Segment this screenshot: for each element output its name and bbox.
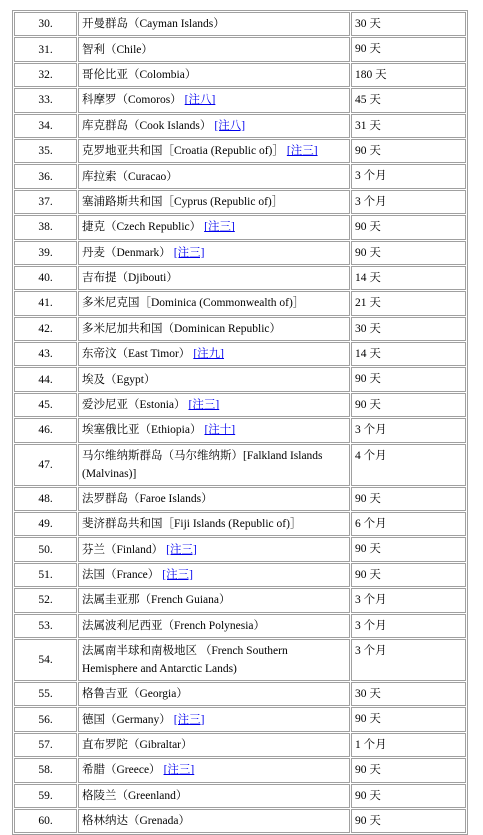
table-row — [14, 707, 466, 731]
country-cell — [78, 809, 350, 833]
country-cell — [78, 215, 350, 239]
table-row — [14, 418, 466, 442]
table-row — [14, 444, 466, 486]
table-row — [14, 63, 466, 87]
stay-duration: 90 天 — [351, 37, 466, 61]
table-row — [14, 37, 466, 61]
table-row — [14, 758, 466, 782]
country-name: 东帝汶（East Timor） — [82, 348, 191, 361]
row-number: 30. — [14, 12, 77, 36]
row-number: 31. — [14, 37, 77, 61]
row-number: 40. — [14, 266, 77, 290]
country-name: 丹麦（Denmark） — [82, 246, 171, 259]
country-cell — [78, 588, 350, 612]
stay-duration: 90 天 — [351, 537, 466, 561]
stay-duration: 14 天 — [351, 342, 466, 366]
country-cell — [78, 367, 350, 391]
footnote-link[interactable]: [注十] — [204, 424, 236, 437]
country-cell — [78, 393, 350, 417]
stay-duration: 90 天 — [351, 215, 466, 239]
country-name: 克罗地亚共和国［Croatia (Republic of)］ — [82, 145, 284, 158]
country-name: 吉布提（Djibouti） — [82, 272, 178, 285]
stay-duration: 90 天 — [351, 563, 466, 587]
row-number: 45. — [14, 393, 77, 417]
stay-duration: 90 天 — [351, 487, 466, 511]
country-name: 格林纳达（Grenada） — [82, 815, 190, 828]
footnote-link[interactable]: [注三] — [173, 246, 205, 259]
row-number: 34. — [14, 114, 77, 138]
row-number: 43. — [14, 342, 77, 366]
stay-duration: 1 个月 — [351, 733, 466, 757]
country-name: 智利（Chile） — [82, 43, 153, 56]
country-name: 法罗群岛（Faroe Islands） — [82, 492, 213, 505]
row-number: 53. — [14, 614, 77, 638]
table-row — [14, 241, 466, 265]
stay-duration: 3 个月 — [351, 190, 466, 214]
country-cell — [78, 758, 350, 782]
row-number: 47. — [14, 444, 77, 486]
row-number: 36. — [14, 164, 77, 188]
country-name: 塞浦路斯共和国［Cyprus (Republic of)］ — [82, 195, 284, 208]
country-name: 法属圭亚那（French Guiana） — [82, 594, 231, 607]
country-name: 格鲁吉亚（Georgia） — [82, 688, 188, 701]
row-number: 50. — [14, 537, 77, 561]
country-name: 芬兰（Finland） — [82, 543, 164, 556]
country-cell — [78, 114, 350, 138]
country-name: 多米尼克国［Dominica (Commonwealth of)］ — [82, 297, 305, 310]
table-row — [14, 266, 466, 290]
country-cell — [78, 139, 350, 163]
footnote-link[interactable]: [注三] — [286, 145, 318, 158]
country-name: 爱沙尼亚（Estonia） — [82, 399, 186, 412]
row-number: 46. — [14, 418, 77, 442]
country-cell — [78, 784, 350, 808]
country-cell — [78, 444, 350, 486]
visa-free-table — [12, 10, 468, 835]
row-number: 39. — [14, 241, 77, 265]
country-name: 马尔维纳斯群岛（马尔维纳斯）[Falkland Islands (Malvinas)] — [82, 449, 323, 480]
table-row — [14, 393, 466, 417]
stay-duration: 90 天 — [351, 139, 466, 163]
table-row — [14, 88, 466, 112]
stay-duration: 21 天 — [351, 291, 466, 315]
row-number: 44. — [14, 367, 77, 391]
country-cell — [78, 164, 350, 188]
country-name: 多米尼加共和国（Dominican Republic） — [82, 322, 281, 335]
table-row — [14, 367, 466, 391]
stay-duration: 90 天 — [351, 784, 466, 808]
country-name: 库克群岛（Cook Islands） — [82, 119, 212, 132]
footnote-link[interactable]: [注三] — [166, 543, 197, 556]
country-cell — [78, 63, 350, 87]
row-number: 57. — [14, 733, 77, 757]
row-number: 56. — [14, 707, 77, 731]
footnote-link[interactable]: [注八] — [184, 94, 216, 107]
table-row — [14, 139, 466, 163]
table-row — [14, 487, 466, 511]
row-number: 35. — [14, 139, 77, 163]
country-cell — [78, 707, 350, 731]
country-cell — [78, 190, 350, 214]
country-name: 格陵兰（Greenland） — [82, 789, 188, 802]
stay-duration: 30 天 — [351, 12, 466, 36]
table-row — [14, 614, 466, 638]
country-cell — [78, 614, 350, 638]
country-cell — [78, 537, 350, 561]
country-cell — [78, 317, 350, 341]
row-number: 32. — [14, 63, 77, 87]
row-number: 41. — [14, 291, 77, 315]
stay-duration: 3 个月 — [351, 639, 466, 681]
row-number: 48. — [14, 487, 77, 511]
footnote-link[interactable]: [注三] — [162, 569, 193, 581]
country-cell — [78, 88, 350, 112]
footnote-link[interactable]: [注九] — [193, 348, 224, 361]
stay-duration: 31 天 — [351, 114, 466, 138]
row-number: 37. — [14, 190, 77, 214]
country-name: 埃塞俄比亚（Ethiopia） — [82, 424, 202, 437]
footnote-link[interactable]: [注三] — [163, 764, 195, 777]
table-row — [14, 563, 466, 587]
country-name: 开曼群岛（Cayman Islands） — [82, 18, 225, 31]
row-number: 55. — [14, 682, 77, 706]
country-name: 法属波利尼西亚（French Polynesia） — [82, 619, 266, 632]
country-cell — [78, 37, 350, 61]
country-name: 捷克（Czech Republic） — [82, 221, 202, 234]
table-row — [14, 114, 466, 138]
table-row — [14, 537, 466, 561]
country-cell — [78, 291, 350, 315]
country-cell — [78, 512, 350, 536]
country-cell — [78, 241, 350, 265]
stay-duration: 3 个月 — [351, 588, 466, 612]
row-number: 58. — [14, 758, 77, 782]
table-row — [14, 588, 466, 612]
stay-duration: 30 天 — [351, 317, 466, 341]
country-cell — [78, 639, 350, 681]
country-name: 法属南半球和南极地区 （French Southern Hemisphere and Antarctic Lands) — [82, 644, 288, 675]
stay-duration: 30 天 — [351, 682, 466, 706]
country-cell — [78, 682, 350, 706]
country-cell — [78, 563, 350, 587]
stay-duration: 90 天 — [351, 393, 466, 417]
row-number: 60. — [14, 809, 77, 833]
country-name: 希腊（Greece） — [82, 764, 161, 777]
country-name: 德国（Germany） — [82, 713, 171, 726]
table-row — [14, 164, 466, 188]
stay-duration: 3 个月 — [351, 614, 466, 638]
table-row — [14, 733, 466, 757]
stay-duration: 90 天 — [351, 241, 466, 265]
stay-duration: 3 个月 — [351, 418, 466, 442]
table-row — [14, 190, 466, 214]
row-number: 52. — [14, 588, 77, 612]
row-number: 38. — [14, 215, 77, 239]
table-row — [14, 682, 466, 706]
stay-duration: 6 个月 — [351, 512, 466, 536]
stay-duration: 90 天 — [351, 758, 466, 782]
country-name: 斐济群岛共和国［Fiji Islands (Republic of)］ — [82, 518, 302, 531]
country-name: 库拉索（Curacao） — [82, 170, 178, 183]
row-number: 42. — [14, 317, 77, 341]
table-row — [14, 809, 466, 833]
table-row — [14, 291, 466, 315]
visa-free-table-container — [12, 10, 467, 835]
country-name: 埃及（Egypt） — [82, 373, 156, 386]
row-number: 49. — [14, 512, 77, 536]
stay-duration: 3 个月 — [351, 164, 466, 188]
stay-duration: 4 个月 — [351, 444, 466, 486]
stay-duration: 90 天 — [351, 707, 466, 731]
table-row — [14, 12, 466, 36]
table-row — [14, 512, 466, 536]
country-cell — [78, 487, 350, 511]
stay-duration: 180 天 — [351, 63, 466, 87]
footnote-link[interactable]: [注三] — [204, 221, 235, 234]
country-name: 法国（France） — [82, 569, 160, 581]
footnote-link[interactable]: [注三] — [188, 399, 220, 412]
row-number: 54. — [14, 639, 77, 681]
footnote-link[interactable]: [注八] — [214, 119, 246, 132]
country-cell — [78, 418, 350, 442]
row-number: 51. — [14, 563, 77, 587]
table-row — [14, 215, 466, 239]
country-cell — [78, 12, 350, 36]
country-cell — [78, 733, 350, 757]
row-number: 59. — [14, 784, 77, 808]
table-body — [14, 12, 466, 833]
country-cell — [78, 342, 350, 366]
stay-duration: 90 天 — [351, 367, 466, 391]
row-number: 33. — [14, 88, 77, 112]
table-row — [14, 639, 466, 681]
table-row — [14, 784, 466, 808]
stay-duration: 90 天 — [351, 809, 466, 833]
table-row — [14, 342, 466, 366]
country-name: 哥伦比亚（Colombia） — [82, 68, 197, 81]
footnote-link[interactable]: [注三] — [173, 713, 205, 726]
country-name: 直布罗陀（Gibraltar） — [82, 738, 193, 751]
country-cell — [78, 266, 350, 290]
stay-duration: 14 天 — [351, 266, 466, 290]
stay-duration: 45 天 — [351, 88, 466, 112]
country-name: 科摩罗（Comoros） — [82, 94, 182, 107]
table-row — [14, 317, 466, 341]
